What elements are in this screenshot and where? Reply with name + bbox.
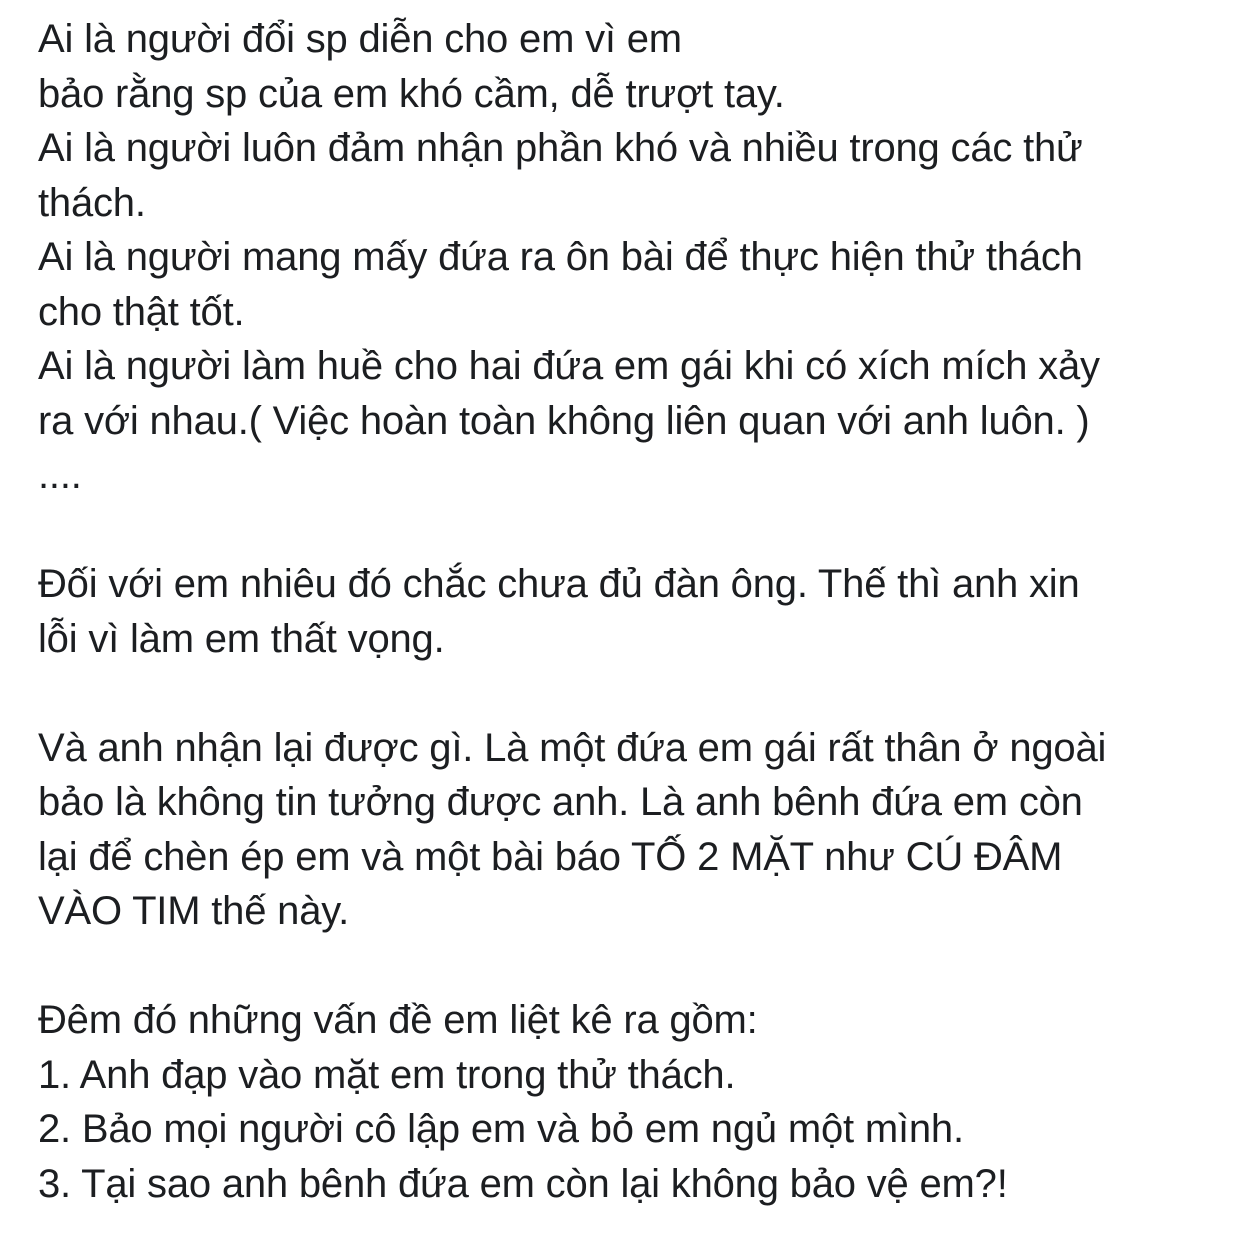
list-item: 3. Tại sao anh bênh đứa em còn lại không bảo vệ em?! [38, 1161, 1008, 1206]
paragraph-spacer [38, 939, 1228, 994]
text-line: Ai là người đổi sp diễn cho em vì em [38, 17, 682, 61]
paragraph-1 [38, 12, 1228, 503]
paragraph-spacer [38, 666, 1228, 721]
text-line: cho thật tốt. [38, 289, 245, 334]
text-line: bảo rằng sp của em khó cầm, dễ trượt tay. [38, 71, 785, 116]
text-line: ra với nhau.( Việc hoàn toàn không liên quan với anh luôn. ) [38, 398, 1090, 443]
text-line: lại để chèn ép em và một bài báo TỐ 2 MẶT như CÚ ĐÂM [38, 834, 1063, 879]
paragraph-2 [38, 557, 1228, 666]
text-line: lỗi vì làm em thất vọng. [38, 616, 445, 661]
paragraph-3 [38, 721, 1228, 939]
paragraph-4 [38, 993, 1228, 1211]
list-item: 1. Anh đạp vào mặt em trong thử thách. [38, 1052, 736, 1097]
text-line: .... [38, 453, 82, 497]
list-item: 2. Bảo mọi người cô lập em và bỏ em ngủ một mình. [38, 1107, 964, 1151]
text-line: VÀO TIM thế này. [38, 889, 349, 933]
text-line: Đêm đó những vấn đề em liệt kê ra gồm: [38, 998, 758, 1042]
text-line: Ai là người làm huề cho hai đứa em gái khi có xích mích xảy [38, 344, 1100, 388]
text-line: thách. [38, 180, 146, 225]
text-line: Ai là người luôn đảm nhận phần khó và nhiều trong các thử [38, 126, 1083, 170]
text-line: bảo là không tin tưởng được anh. Là anh bênh đứa em còn [38, 780, 1083, 824]
text-line: Đối với em nhiêu đó chắc chưa đủ đàn ông. Thế thì anh xin [38, 562, 1080, 606]
paragraph-spacer [38, 503, 1228, 558]
post-text [38, 12, 1228, 1211]
text-line: Ai là người mang mấy đứa ra ôn bài để thực hiện thử thách [38, 235, 1083, 279]
text-line: Và anh nhận lại được gì. Là một đứa em gái rất thân ở ngoài [38, 725, 1107, 770]
